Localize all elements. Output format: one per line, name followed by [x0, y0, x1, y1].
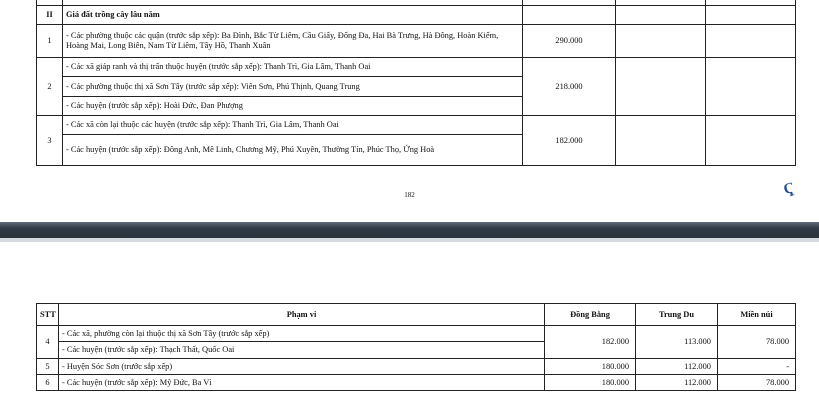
signature-mark-icon: Ҁ: [781, 179, 797, 199]
row-stt: 6: [37, 375, 59, 391]
row-scope: - Các phường thuộc các quận (trước sắp xếp): Ba Đình, Bắc Từ Liêm, Cầu Giấy, Đống Đa, Hai Bà Trưng, Hà Đông, Hoàn Kiếm, Hoàng Mai, Long Biên, Nam Từ Liêm, Tây Hồ, Thanh Xuân: [63, 25, 523, 58]
row-stt: 4: [37, 326, 59, 359]
row-mountain: -: [718, 359, 796, 375]
row-midland: 112.000: [636, 375, 718, 391]
row-scope: - Các xã, phường còn lại thuộc thị xã Sơn Tây (trước sắp xếp): [59, 326, 545, 342]
row-stt: 2: [37, 58, 63, 116]
section-title: Giá đất trồng cây lâu năm: [63, 6, 523, 25]
header-stt: STT: [37, 304, 59, 326]
row-price: 182.000: [523, 116, 616, 166]
land-price-table-bottom: [36, 303, 796, 391]
row-mountain: 78.000: [718, 326, 796, 359]
row-scope: - Các huyện (trước sắp xếp): Thạch Thất, Quốc Oai: [59, 342, 545, 359]
row-scope: - Các xã còn lại thuộc các huyện (trước sắp xếp): Thanh Trì, Gia Lâm, Thanh Oai: [63, 116, 523, 135]
row-price: 218.000: [523, 58, 616, 116]
row-plain: 182.000: [545, 326, 636, 359]
table-row: [37, 326, 796, 342]
row-scope: - Các huyện (trước sắp xếp): Đông Anh, Mê Linh, Chương Mỹ, Phú Xuyên, Thường Tín, Phúc Thọ, Ứng Hoà: [63, 135, 523, 166]
row-scope: - Các huyện (trước sắp xếp): Hoài Đức, Đan Phượng: [63, 97, 523, 116]
header-plain: Đồng Bằng: [545, 304, 636, 326]
row-midland: 112.000: [636, 359, 718, 375]
table-row: [37, 116, 796, 135]
page-separator: [0, 222, 819, 238]
row-stt: 3: [37, 116, 63, 166]
header-midland: Trung Du: [636, 304, 718, 326]
row-scope: - Các xã giáp ranh và thị trấn thuộc huyện (trước sắp xếp): Thanh Trì, Gia Lâm, Thanh Oai: [63, 58, 523, 77]
table-header: [37, 304, 796, 326]
table-row: [37, 25, 796, 58]
page-number: 182: [404, 191, 415, 199]
land-price-table-top: [36, 0, 796, 166]
row-scope: - Các huyện (trước sắp xếp): Mỹ Đức, Ba Vì: [59, 375, 545, 391]
row-scope: - Các phường thuộc thị xã Sơn Tây (trước sắp xếp): Viên Sơn, Phú Thịnh, Quang Trung: [63, 77, 523, 97]
header-scope: Phạm vi: [59, 304, 545, 326]
section-row: [37, 6, 796, 25]
row-stt: 1: [37, 25, 63, 58]
row-scope: - Huyện Sóc Sơn (trước sắp xếp): [59, 359, 545, 375]
row-plain: 180.000: [545, 359, 636, 375]
row-mountain: 78.000: [718, 375, 796, 391]
row-price: 290.000: [523, 25, 616, 58]
row-plain: 180.000: [545, 375, 636, 391]
header-mountain: Miền núi: [718, 304, 796, 326]
row-midland: 113.000: [636, 326, 718, 359]
section-number: II: [37, 6, 63, 25]
row-stt: 5: [37, 359, 59, 375]
table-row: [37, 58, 796, 77]
table-row: [37, 375, 796, 391]
table-row: [37, 359, 796, 375]
